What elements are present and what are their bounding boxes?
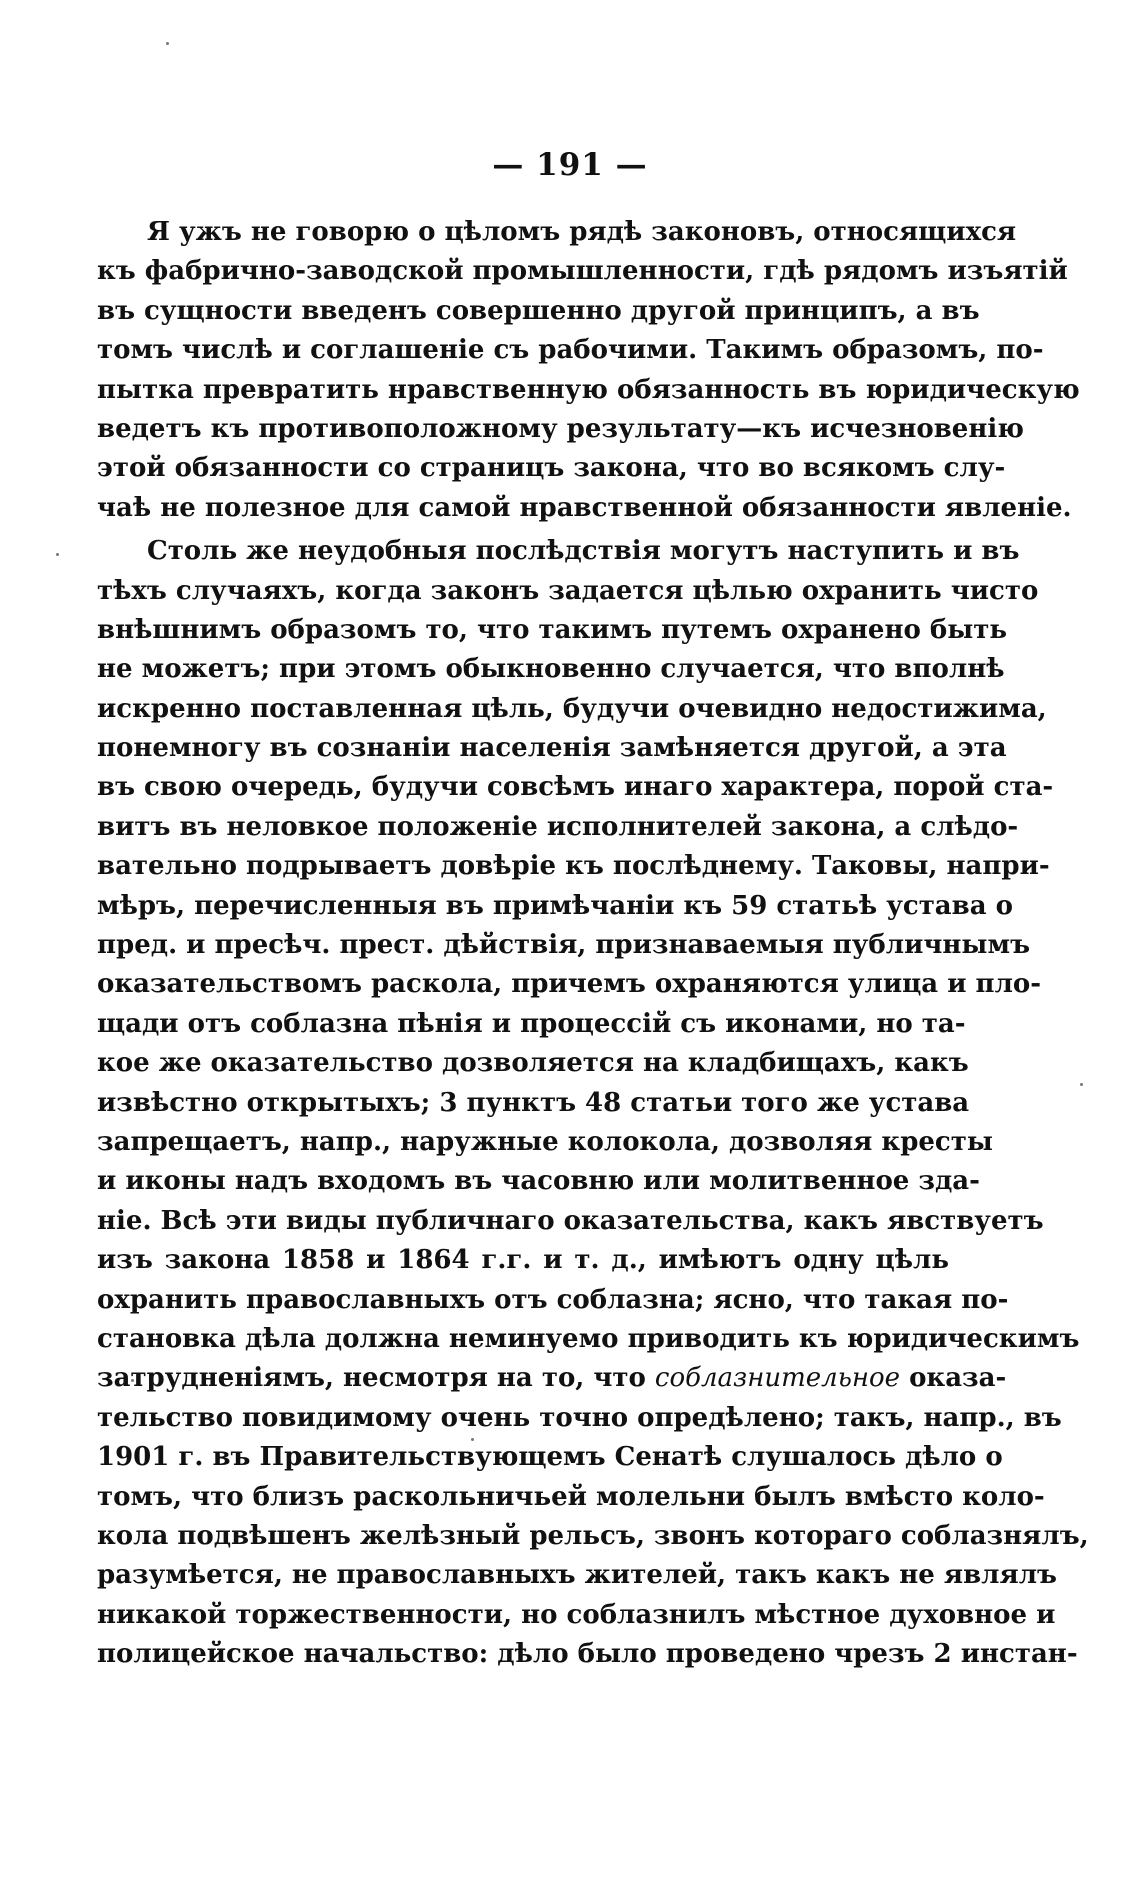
text-line: пред. и пресѣч. прест. дѣйствія, признаваемыя публичнымъ bbox=[97, 930, 1031, 961]
text-line: Столь же неудобныя послѣдствія могутъ наступить и въ bbox=[147, 536, 1020, 567]
text-line: мѣръ, перечисленныя въ примѣчаніи къ 59 статьѣ устава о bbox=[97, 890, 1013, 921]
text-line: изъ закона 1858 и 1864 г.г. и т. д., имѣютъ одну цѣль bbox=[97, 1245, 949, 1276]
text-line-with-italic bbox=[97, 1359, 1007, 1398]
page-number: — 191 — bbox=[492, 147, 648, 183]
italic-word: соблазнительное bbox=[654, 1363, 901, 1394]
text-line: витъ въ неловкое положеніе исполнителей закона, а слѣдо- bbox=[97, 811, 1019, 842]
text-line: ніе. Всѣ эти виды публичнаго оказательства, какъ явствуетъ bbox=[97, 1205, 1044, 1236]
text-line: тельство повидимому очень точно опредѣлено; такъ, напр., въ bbox=[97, 1402, 1062, 1433]
text-line: этой обязанности со страницъ закона, что во всякомъ слу- bbox=[97, 453, 1006, 484]
text-fragment: оказа- bbox=[900, 1363, 1007, 1394]
text-line: въ свою очередь, будучи совсѣмъ инаго характера, порой ста- bbox=[97, 772, 1054, 803]
text-fragment: затрудненіямъ, несмотря на то, что bbox=[97, 1363, 655, 1394]
text-line: никакой торжественности, но соблазнилъ мѣстное духовное и bbox=[97, 1599, 1056, 1630]
text-line: запрещаетъ, напр., наружные колокола, дозволяя кресты bbox=[97, 1126, 993, 1157]
text-line: къ фабрично-заводской промышленности, гдѣ рядомъ изъятій bbox=[97, 256, 1068, 287]
paper-speck bbox=[166, 42, 169, 45]
body-text bbox=[97, 213, 1089, 1674]
text-line: въ сущности введенъ совершенно другой принципъ, а въ bbox=[97, 295, 980, 326]
text-line: Я ужъ не говорю о цѣломъ рядѣ законовъ, относящихся bbox=[147, 217, 1017, 247]
text-line: не можетъ; при этомъ обыкновенно случается, что вполнѣ bbox=[97, 654, 1005, 685]
text-line: томъ числѣ и соглашеніе съ рабочими. Такимъ образомъ, по- bbox=[97, 335, 1044, 366]
text-line: внѣшнимъ образомъ то, что такимъ путемъ охранено быть bbox=[97, 614, 1008, 645]
text-line: полицейское начальство: дѣло было проведено чрезъ 2 инстан- bbox=[97, 1639, 1078, 1670]
text-line: тѣхъ случаяхъ, когда законъ задается цѣлью охранить чисто bbox=[97, 575, 1039, 606]
text-line: оказательствомъ раскола, причемъ охраняются улица и пло- bbox=[97, 969, 1042, 1000]
text-line: 1901 г. въ Правительствующемъ Сенатѣ слушалось дѣло о bbox=[97, 1442, 1003, 1473]
text-line: кое же оказательство дозволяется на кладбищахъ, какъ bbox=[97, 1048, 969, 1079]
text-line: ведетъ къ противоположному результату—къ исчезновенію bbox=[97, 413, 1024, 444]
text-line: щади отъ соблазна пѣнія и процессій съ иконами, но та- bbox=[97, 1008, 966, 1039]
text-line: искренно поставленная цѣль, будучи очевидно недостижима, bbox=[97, 693, 1047, 724]
text-line: извѣстно открытыхъ; 3 пунктъ 48 статьи того же устава bbox=[97, 1087, 970, 1118]
text-line: вательно подрываетъ довѣріе къ послѣднему. Таковы, напри- bbox=[97, 851, 1050, 882]
paragraph-1 bbox=[97, 213, 1080, 528]
text-line: томъ, что близъ раскольничьей молельни былъ вмѣсто коло- bbox=[97, 1481, 1045, 1512]
text-line: и иконы надъ входомъ въ часовню или молитвенное зда- bbox=[97, 1166, 980, 1197]
text-line: разумѣется, не православныхъ жителей, такъ какъ не являлъ bbox=[97, 1560, 1057, 1591]
text-line: охранить православныхъ отъ соблазна; ясно, что такая по- bbox=[97, 1284, 1009, 1315]
text-line: кола подвѣшенъ желѣзный рельсъ, звонъ котораго соблазнялъ, bbox=[97, 1520, 1089, 1551]
text-line: становка дѣла должна неминуемо приводить къ юридическимъ bbox=[97, 1323, 1080, 1354]
text-line: чаѣ не полезное для самой нравственной обязанности явленіе. bbox=[97, 492, 1072, 523]
paragraph-2 bbox=[97, 532, 1089, 1674]
paper-speck bbox=[1080, 1083, 1083, 1086]
text-line: понемногу въ сознаніи населенія замѣняется другой, а эта bbox=[97, 733, 1007, 764]
text-line: пытка превратить нравственную обязанность въ юридическую bbox=[97, 374, 1080, 405]
paper-speck bbox=[56, 553, 59, 556]
